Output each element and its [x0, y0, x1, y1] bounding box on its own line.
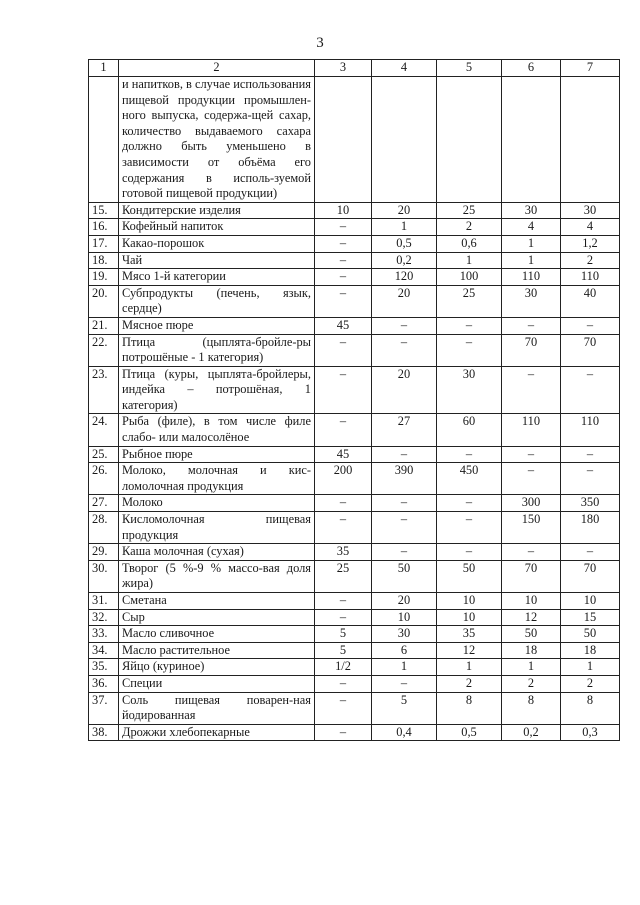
- quantity-cell: 70: [561, 334, 620, 366]
- quantity-cell: –: [437, 334, 502, 366]
- quantity-cell: 5: [315, 642, 372, 659]
- row-number: 27.: [89, 495, 119, 512]
- header-cell: 6: [502, 60, 561, 77]
- quantity-cell: 50: [372, 560, 437, 592]
- table-row: [89, 593, 620, 610]
- table-row: [89, 285, 620, 317]
- row-number: 29.: [89, 544, 119, 561]
- quantity-cell: 12: [437, 642, 502, 659]
- table-row: [89, 495, 620, 512]
- quantity-cell: –: [437, 317, 502, 334]
- quantity-cell: –: [372, 675, 437, 692]
- row-number: 20.: [89, 285, 119, 317]
- row-number: 28.: [89, 512, 119, 544]
- quantity-cell: 0,3: [561, 724, 620, 741]
- product-name: Молоко, молочная и кис-ломолочная продукция: [119, 463, 315, 495]
- quantity-cell: –: [315, 414, 372, 446]
- quantity-cell: 1: [502, 252, 561, 269]
- row-number: 30.: [89, 560, 119, 592]
- quantity-cell: 2: [437, 219, 502, 236]
- product-name: Дрожжи хлебопекарные: [119, 724, 315, 741]
- quantity-cell: –: [315, 495, 372, 512]
- quantity-cell: 0,4: [372, 724, 437, 741]
- quantity-cell: 25: [437, 285, 502, 317]
- quantity-cell: 350: [561, 495, 620, 512]
- product-name: Какао-порошок: [119, 235, 315, 252]
- row-number: 32.: [89, 609, 119, 626]
- quantity-cell: –: [315, 675, 372, 692]
- page-number: 3: [316, 35, 324, 51]
- product-name: Мясо 1-й категории: [119, 269, 315, 286]
- header-cell: 4: [372, 60, 437, 77]
- quantity-cell: 10: [372, 609, 437, 626]
- quantity-cell: 1: [372, 659, 437, 676]
- table-row: [89, 560, 620, 592]
- product-name: Кисломолочная пищевая продукция: [119, 512, 315, 544]
- quantity-cell: 25: [437, 202, 502, 219]
- quantity-cell: 6: [372, 642, 437, 659]
- quantity-cell: 50: [502, 626, 561, 643]
- quantity-cell: –: [315, 692, 372, 724]
- quantity-cell: 5: [315, 626, 372, 643]
- quantity-cell: –: [315, 512, 372, 544]
- quantity-cell: 180: [561, 512, 620, 544]
- table-row: [89, 724, 620, 741]
- quantity-cell: 2: [502, 675, 561, 692]
- quantity-cell: 120: [372, 269, 437, 286]
- quantity-cell: –: [315, 219, 372, 236]
- product-name: Рыбное пюре: [119, 446, 315, 463]
- quantity-cell: 45: [315, 317, 372, 334]
- quantity-cell: –: [315, 593, 372, 610]
- table-header-row: [89, 60, 620, 77]
- quantity-cell: 70: [502, 334, 561, 366]
- quantity-cell: 18: [561, 642, 620, 659]
- quantity-cell: –: [561, 317, 620, 334]
- quantity-cell: 10: [437, 609, 502, 626]
- product-name: Кофейный напиток: [119, 219, 315, 236]
- quantity-cell: 40: [561, 285, 620, 317]
- table-row: [89, 252, 620, 269]
- quantity-cell: 10: [502, 593, 561, 610]
- continuation-row: [89, 77, 620, 203]
- quantity-cell: 1: [372, 219, 437, 236]
- quantity-cell: 30: [502, 285, 561, 317]
- quantity-cell: 12: [502, 609, 561, 626]
- quantity-cell: 18: [502, 642, 561, 659]
- header-cell: 2: [119, 60, 315, 77]
- product-name: Сметана: [119, 593, 315, 610]
- row-number: 16.: [89, 219, 119, 236]
- product-name: Птица (куры, цыплята-бройлеры, индейка – потрошёная, 1 категория): [119, 366, 315, 414]
- quantity-cell: –: [315, 235, 372, 252]
- product-name: Яйцо (куриное): [119, 659, 315, 676]
- quantity-cell: 300: [502, 495, 561, 512]
- row-number: 26.: [89, 463, 119, 495]
- quantity-cell: –: [315, 366, 372, 414]
- quantity-cell: 60: [437, 414, 502, 446]
- product-name: Масло сливочное: [119, 626, 315, 643]
- quantity-cell: –: [315, 285, 372, 317]
- quantity-cell: 4: [561, 219, 620, 236]
- table-row: [89, 235, 620, 252]
- product-name: Кондитерские изделия: [119, 202, 315, 219]
- row-number: 17.: [89, 235, 119, 252]
- quantity-cell: 30: [437, 366, 502, 414]
- quantity-cell: 2: [437, 675, 502, 692]
- quantity-cell: 0,6: [437, 235, 502, 252]
- quantity-cell: 20: [372, 593, 437, 610]
- table-row: [89, 463, 620, 495]
- quantity-cell: 0,5: [372, 235, 437, 252]
- quantity-cell: 10: [437, 593, 502, 610]
- quantity-cell: –: [315, 269, 372, 286]
- quantity-cell: –: [372, 317, 437, 334]
- quantity-cell: –: [437, 495, 502, 512]
- quantity-cell: –: [315, 334, 372, 366]
- product-name: Рыба (филе), в том числе филе слабо- или малосолёное: [119, 414, 315, 446]
- product-name: Мясное пюре: [119, 317, 315, 334]
- quantity-cell: 10: [315, 202, 372, 219]
- table-row: [89, 219, 620, 236]
- quantity-cell: –: [502, 317, 561, 334]
- product-name: Соль пищевая поварен-ная йодированная: [119, 692, 315, 724]
- quantity-cell: 70: [561, 560, 620, 592]
- quantity-cell: 1,2: [561, 235, 620, 252]
- row-number: 19.: [89, 269, 119, 286]
- product-name: Молоко: [119, 495, 315, 512]
- header-cell: 1: [89, 60, 119, 77]
- quantity-cell: 30: [372, 626, 437, 643]
- product-name: Субпродукты (печень, язык, сердце): [119, 285, 315, 317]
- table-row: [89, 202, 620, 219]
- row-number: 21.: [89, 317, 119, 334]
- header-cell: 5: [437, 60, 502, 77]
- product-name: Чай: [119, 252, 315, 269]
- quantity-cell: –: [372, 512, 437, 544]
- header-cell: 7: [561, 60, 620, 77]
- quantity-cell: 8: [502, 692, 561, 724]
- quantity-cell: –: [315, 252, 372, 269]
- quantity-cell: 10: [561, 593, 620, 610]
- quantity-cell: –: [502, 446, 561, 463]
- quantity-cell: –: [315, 724, 372, 741]
- row-number: 35.: [89, 659, 119, 676]
- quantity-cell: 27: [372, 414, 437, 446]
- quantity-cell: 2: [561, 675, 620, 692]
- quantity-cell: 8: [561, 692, 620, 724]
- quantity-cell: 0,2: [502, 724, 561, 741]
- quantity-cell: 20: [372, 366, 437, 414]
- table-row: [89, 366, 620, 414]
- product-name: Масло растительное: [119, 642, 315, 659]
- quantity-cell: 390: [372, 463, 437, 495]
- quantity-cell: –: [561, 463, 620, 495]
- quantity-cell: 1/2: [315, 659, 372, 676]
- quantity-cell: 110: [502, 269, 561, 286]
- quantity-cell: 1: [502, 235, 561, 252]
- quantity-cell: 1: [561, 659, 620, 676]
- quantity-cell: 50: [437, 560, 502, 592]
- quantity-cell: –: [437, 544, 502, 561]
- product-name: Каша молочная (сухая): [119, 544, 315, 561]
- quantity-cell: 110: [561, 269, 620, 286]
- quantity-cell: 100: [437, 269, 502, 286]
- quantity-cell: –: [502, 366, 561, 414]
- quantity-cell: –: [561, 366, 620, 414]
- row-number: 25.: [89, 446, 119, 463]
- quantity-cell: 5: [372, 692, 437, 724]
- quantity-cell: 1: [437, 252, 502, 269]
- quantity-cell: –: [561, 544, 620, 561]
- table-row: [89, 659, 620, 676]
- quantity-cell: 45: [315, 446, 372, 463]
- row-number: 24.: [89, 414, 119, 446]
- quantity-cell: 450: [437, 463, 502, 495]
- quantity-cell: 25: [315, 560, 372, 592]
- table-row: [89, 626, 620, 643]
- quantity-cell: 8: [437, 692, 502, 724]
- table-row: [89, 414, 620, 446]
- table-row: [89, 675, 620, 692]
- row-number: 23.: [89, 366, 119, 414]
- continuation-text: и напитков, в случае использования пищевой продукции промышлен-ного выпуска, содержа-щей сахар, количество выдаваемого сахара должно быть уменьшено в зависимости от объёма его содержания в исполь-зуемой готовой пищевой продукции): [119, 77, 315, 203]
- quantity-cell: 30: [561, 202, 620, 219]
- row-number: 37.: [89, 692, 119, 724]
- header-cell: 3: [315, 60, 372, 77]
- quantity-cell: –: [437, 512, 502, 544]
- quantity-cell: 0,5: [437, 724, 502, 741]
- quantity-cell: 110: [561, 414, 620, 446]
- quantity-cell: –: [372, 446, 437, 463]
- quantity-cell: 1: [502, 659, 561, 676]
- table-row: [89, 544, 620, 561]
- quantity-cell: 1: [437, 659, 502, 676]
- table-row: [89, 317, 620, 334]
- table-row: [89, 269, 620, 286]
- quantity-cell: –: [437, 446, 502, 463]
- quantity-cell: 50: [561, 626, 620, 643]
- quantity-cell: –: [502, 463, 561, 495]
- norms-table: [88, 59, 620, 741]
- product-name: Птица (цыплята-бройле-ры потрошёные - 1 категория): [119, 334, 315, 366]
- row-number: 15.: [89, 202, 119, 219]
- row-number: 31.: [89, 593, 119, 610]
- quantity-cell: 4: [502, 219, 561, 236]
- product-name: Сыр: [119, 609, 315, 626]
- row-number: 38.: [89, 724, 119, 741]
- product-name: Творог (5 %-9 % массо-вая доля жира): [119, 560, 315, 592]
- row-number: 22.: [89, 334, 119, 366]
- quantity-cell: 20: [372, 285, 437, 317]
- quantity-cell: 110: [502, 414, 561, 446]
- quantity-cell: –: [372, 495, 437, 512]
- product-name: Специи: [119, 675, 315, 692]
- quantity-cell: 0,2: [372, 252, 437, 269]
- quantity-cell: 200: [315, 463, 372, 495]
- table-row: [89, 512, 620, 544]
- quantity-cell: –: [561, 446, 620, 463]
- row-number: 18.: [89, 252, 119, 269]
- table-row: [89, 642, 620, 659]
- row-number: 33.: [89, 626, 119, 643]
- quantity-cell: –: [315, 609, 372, 626]
- table-row: [89, 692, 620, 724]
- quantity-cell: 2: [561, 252, 620, 269]
- quantity-cell: 15: [561, 609, 620, 626]
- quantity-cell: 150: [502, 512, 561, 544]
- quantity-cell: 30: [502, 202, 561, 219]
- quantity-cell: 70: [502, 560, 561, 592]
- quantity-cell: 35: [315, 544, 372, 561]
- table-row: [89, 609, 620, 626]
- quantity-cell: –: [502, 544, 561, 561]
- quantity-cell: 20: [372, 202, 437, 219]
- quantity-cell: 35: [437, 626, 502, 643]
- row-number: 34.: [89, 642, 119, 659]
- quantity-cell: –: [372, 334, 437, 366]
- table-row: [89, 334, 620, 366]
- quantity-cell: –: [372, 544, 437, 561]
- row-number: 36.: [89, 675, 119, 692]
- table-row: [89, 446, 620, 463]
